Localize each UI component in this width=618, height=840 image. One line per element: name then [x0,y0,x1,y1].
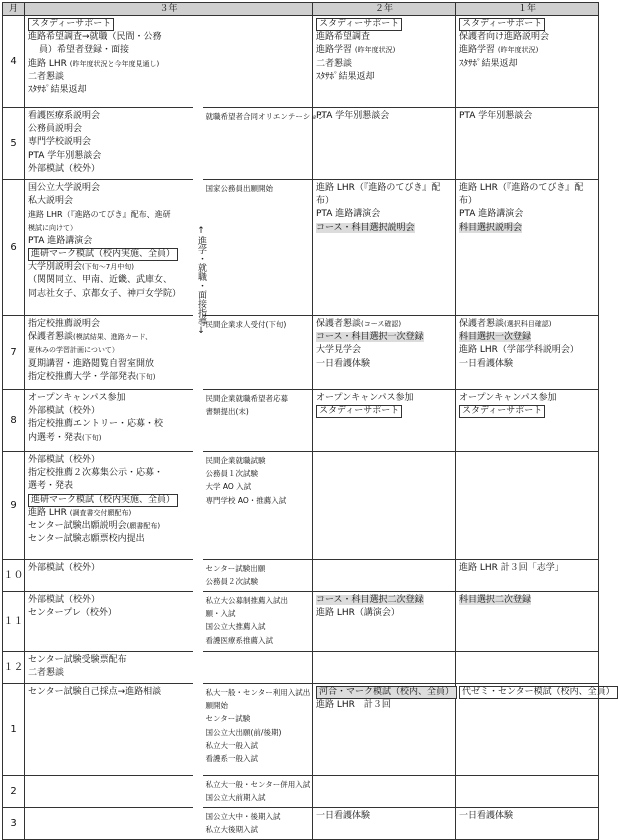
header-month: 月 [3,3,25,16]
grade2-events: スタディーサポート 進路希望調査 進路学習 (昨年度状況) 二者懇談 ｽﾀｻﾎﾟ結果返却 [313,16,456,108]
highlighted-event: 科目選択一次登録 [459,332,532,343]
row-october: １０ 外部模試（校外） センター試験出願 公務員２次試験 進路 LHR 計３回「志学」 [3,560,599,592]
row-june: 6 国公立大学説明会 私大説明会 進路 LHR（『進路のてびき』配布、進研 模試に向けて） PTA 進路講演会 進研マーク模試（校内実施、全員） 大学別説明会(下旬～7月中旬) （関関同立、甲南、近畿、武庫女、 同志社女子、京都女子、神戸女学院） 国家公務員出願開始 進路 LHR（『進路のてびき』配 布） PTA 進路講演会 コース・科目選択説明会 進路 LHR（『進路のてびき』配 布） PTA 進路講演会 科目選択説明会 [3,180,599,316]
highlighted-event: コース・科目選択説明会 [316,222,415,233]
grade3-guidance-events [203,16,313,108]
header-grade1: １年 [456,3,599,16]
boxed-event: スタディーサポート [28,18,114,31]
row-april [3,16,599,108]
highlighted-event: 科目選択説明会 [459,222,523,233]
highlighted-event: 河合・マーク模試（校内、全員） [316,686,457,699]
boxed-event: 代ゼミ・センター模試（校内、全員） [459,686,618,699]
row-december: １２ センター試験受験票配布 二者懇談 [3,652,599,684]
row-may: 5 看護医療系説明会 公務員説明会 専門学校説明会 PTA 学年別懇談会 外部模試（校外） 就職希望者合同オリエンテーション PTA 学年別懇談会 PTA 学年別懇談会 [3,108,599,180]
highlighted-event: コース・科目選択一次登録 [316,332,424,343]
boxed-event: 進研マーク模試（校内実施、全員） [28,248,178,261]
highlighted-event: 科目選択二次登録 [459,595,532,605]
row-august: 8 オープンキャンパス参加 外部模試（校外） 指定校推薦エントリー・応募・校 内選考・発表(下旬) 民間企業就職希望者応募 書類提出(末) オープンキャンパス参加 スタディーサポート オープンキャンパス参加 スタディーサポート [3,390,599,452]
guidance-text: ↑進学・就職・面接指導↓ [196,226,206,336]
header-grade3: ３年 [25,3,313,16]
grade1-events: スタディーサポート 保護者向け進路説明会 進路学習 (昨年度状況) ｽﾀｻﾎﾟ結果返却 [456,16,599,108]
boxed-event: 進研マーク模試（校内実施、全員） [28,494,178,507]
row-march: 3 国公立大中・後期入試 私立大後期入試 一日看護体験 一日看護体験 [3,808,599,840]
schedule-table [2,2,615,840]
header-grade2: ２年 [313,3,456,16]
highlighted-event: コース・科目選択二次登録 [316,595,424,605]
row-february: 2 私立大一般・センター併用入試 国公立大前期入試 [3,776,599,808]
grade3-events: スタディーサポート 進路希望調査→就職（民間・公務 員）希望者登録・面接 進路 LHR (昨年度状況と今年度見通し) 二者懇談 ｽﾀｻﾎﾟ結果返却 [25,16,193,108]
row-july: 7 指定校推薦説明会 保護者懇談(模試結果、進路カード、 夏休みの学習計画について） 夏期講習・進路閲覧自習室開放 指定校推薦大学・学部発表(下旬) 民間企業求人受付(下旬) 保護者懇談(コース確認) コース・科目選択一次登録 大学見学会 一日看護体験 保護者懇談(選択科目確認) 科目選択一次登録 進路 LHR（学部学科説明会） 一日看護体験 [3,316,599,390]
row-november: １１ 外部模試（校外） センタープレ（校外） 私立大公募制推薦入試出 願・入試 国公立大推薦入試 看護医療系推薦入試 コース・科目選択二次登録 進路 LHR（講演会） 科目選択二次登録 [3,592,599,652]
row-january: 1 センター試験自己採点→進路相談 私大一般・センター利用入試出 願開始 センター試験 国公立大出願(前/後期) 私立大一般入試 看護系一般入試 河合・マーク模試（校内、全員） 進路 LHR 計３回 代ゼミ・センター模試（校内、全員） [3,684,599,776]
header-row [3,3,599,16]
month-cell: 4 [3,16,25,108]
row-september: 9 外部模試（校外） 指定校推薦２次募集公示・応募・ 選考・発表 進研マーク模試（校内実施、全員） 進路 LHR (調査書交付願配布) センター試験出願説明会(願書配布) センター試験志願票校内提出 民間企業就職試験 公務員１次試験 大学 AO 入試 専門学校 AO・推薦入試 [3,452,599,560]
guidance-column [193,16,206,840]
